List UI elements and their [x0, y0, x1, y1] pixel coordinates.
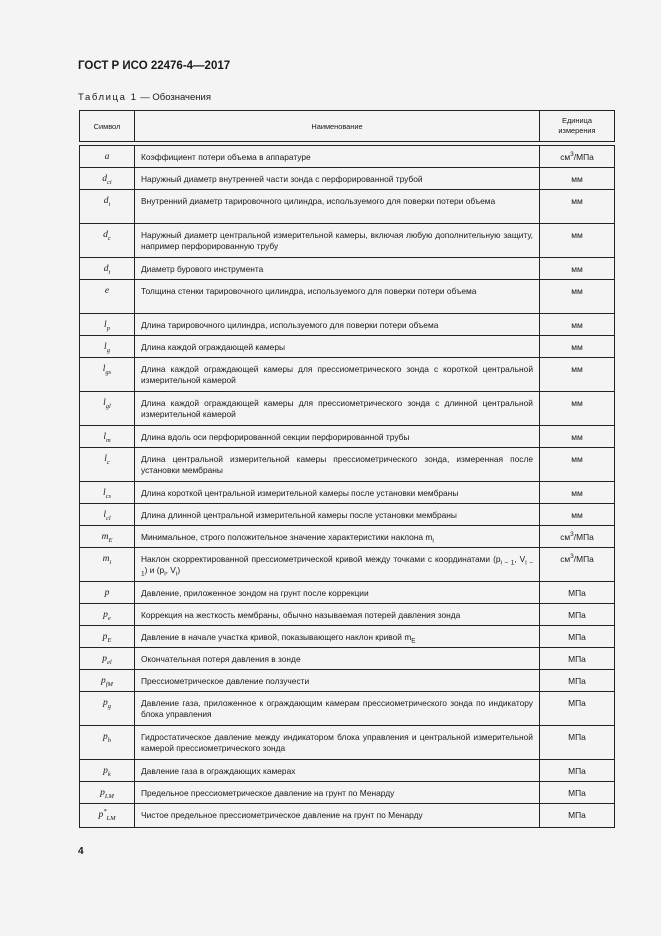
symbol-cell	[80, 168, 135, 190]
symbol-sub: LM	[106, 814, 116, 822]
name-cell	[135, 258, 540, 280]
unit-base: мм	[571, 286, 583, 296]
unit-cell	[540, 358, 615, 392]
unit-base: МПа	[568, 632, 586, 642]
unit-cell	[540, 146, 615, 168]
symbols-table	[79, 110, 615, 828]
symbol-base: p	[103, 732, 108, 742]
table-row	[80, 692, 615, 726]
symbol-cell	[80, 392, 135, 426]
row-name-text: Давление в начале участка кривой, показывающего наклон кривой m	[141, 632, 412, 642]
unit-base: мм	[571, 510, 583, 520]
symbol-base: l	[104, 342, 107, 352]
name-cell	[135, 504, 540, 526]
row-name-text: Чистое предельное прессиометрическое давление на грунт по Менарду	[141, 810, 423, 820]
name-cell	[135, 168, 540, 190]
header-unit	[540, 111, 615, 142]
row-name-text: Длина длинной центральной измерительной камеры после установки мембраны	[141, 510, 457, 520]
symbol-sub: c	[106, 458, 110, 466]
table-row	[80, 526, 615, 548]
symbol-sub: cl	[105, 514, 111, 522]
symbol-cell	[80, 448, 135, 482]
symbol-base: l	[103, 510, 106, 520]
table-body	[80, 146, 615, 828]
unit-base: мм	[571, 398, 583, 408]
table-row	[80, 760, 615, 782]
name-cell	[135, 336, 540, 358]
name-cell	[135, 314, 540, 336]
name-sub: i − 1	[500, 559, 515, 567]
unit-base: мм	[571, 264, 583, 274]
name-cell	[135, 190, 540, 224]
unit-sup: 3	[570, 531, 574, 539]
symbol-base: p	[101, 676, 106, 686]
unit-cell	[540, 448, 615, 482]
name-cell	[135, 760, 540, 782]
symbol-cell	[80, 548, 135, 582]
name-mid2: , V	[165, 565, 176, 575]
table-row	[80, 190, 615, 224]
name-mid: , V	[514, 554, 526, 564]
symbol-base: p	[103, 610, 108, 620]
name-cell	[135, 626, 540, 648]
row-name-text: Длина центральной измерительной камеры прессиометрического зонда, измеренная после установки мембраны	[141, 454, 533, 475]
unit-base: мм	[571, 230, 583, 240]
symbol-sub: LM	[104, 792, 114, 800]
symbol-sub: i	[109, 558, 112, 566]
table-row	[80, 782, 615, 804]
symbol-cell	[80, 258, 135, 280]
row-name-text: Длина короткой центральной измерительной камеры после установки мембраны	[141, 488, 459, 498]
unit-base: см	[560, 532, 571, 542]
header-unit-line2: измерения	[558, 126, 596, 135]
unit-cell	[540, 726, 615, 760]
row-name-text: Толщина стенки тарировочного цилиндра, используемого для поверки потери объема	[141, 286, 477, 296]
row-name-text: Коэффициент потери объема в аппаратуре	[141, 152, 311, 162]
symbol-sub: m	[105, 436, 111, 444]
symbol-sub: E	[107, 636, 112, 644]
symbol-cell	[80, 760, 135, 782]
unit-cell	[540, 692, 615, 726]
name-cell	[135, 482, 540, 504]
name-cell	[135, 392, 540, 426]
symbol-sub: e	[107, 614, 111, 622]
symbol-base: m	[102, 554, 110, 564]
unit-cell	[540, 426, 615, 448]
symbol-cell	[80, 804, 135, 828]
table-row	[80, 548, 615, 582]
unit-base: МПа	[568, 766, 586, 776]
header-name: Наименование	[135, 111, 540, 142]
name-cell	[135, 582, 540, 604]
symbol-base: l	[103, 432, 106, 442]
unit-rest: /МПа	[573, 554, 594, 564]
table-row	[80, 648, 615, 670]
name-cell	[135, 726, 540, 760]
row-name-text: Диаметр бурового инструмента	[141, 264, 264, 274]
symbol-base: d	[103, 230, 108, 240]
table-row	[80, 336, 615, 358]
table-row	[80, 358, 615, 392]
symbol-base: p	[103, 698, 108, 708]
unit-base: МПа	[568, 676, 586, 686]
name-sub4: i	[175, 570, 178, 578]
table-row	[80, 504, 615, 526]
unit-cell	[540, 314, 615, 336]
name-cell	[135, 648, 540, 670]
symbol-base: p	[104, 588, 110, 598]
unit-cell	[540, 670, 615, 692]
symbol-sub: i	[108, 200, 111, 208]
row-name-text: Предельное прессиометрическое давление на грунт по Менарду	[141, 788, 395, 798]
header-unit-line1: Единица	[562, 116, 592, 125]
table-row	[80, 604, 615, 626]
row-name-text: Длина каждой ограждающей камеры для прессиометрического зонда с короткой центральной измерительной камерой	[141, 364, 533, 385]
name-cell	[135, 670, 540, 692]
unit-cell	[540, 648, 615, 670]
symbol-base: a	[104, 152, 110, 162]
name-cell	[135, 692, 540, 726]
symbol-sub: g	[107, 702, 111, 710]
unit-rest: /МПа	[573, 152, 594, 162]
unit-cell	[540, 190, 615, 224]
name-cell	[135, 280, 540, 314]
symbol-base: p	[100, 788, 105, 798]
table-caption	[78, 92, 211, 103]
row-name-text: Прессиометрическое давление ползучести	[141, 676, 310, 686]
symbol-base: p	[102, 632, 108, 642]
symbol-sub: g	[106, 346, 110, 354]
header-symbol: Символ	[80, 111, 135, 142]
symbol-cell	[80, 726, 135, 760]
unit-base: МПа	[568, 654, 586, 664]
unit-cell	[540, 392, 615, 426]
row-name-text: Наружный диаметр центральной измерительной камеры, включая любую дополнительную защиту, например перфорированную трубу	[141, 230, 533, 251]
symbol-cell	[80, 626, 135, 648]
unit-cell	[540, 504, 615, 526]
row-name-text: Длина каждой ограждающей камеры	[141, 342, 286, 352]
row-name-text: Длина вдоль оси перфорированной секции перфорированной трубы	[141, 432, 410, 442]
symbol-cell	[80, 336, 135, 358]
symbol-sub: p	[106, 324, 110, 332]
symbol-sub: c	[107, 234, 111, 242]
symbol-base: e	[104, 286, 110, 296]
symbol-sub: t	[108, 268, 111, 276]
unit-sup: 3	[570, 553, 574, 561]
symbol-sub: E	[108, 536, 113, 544]
table-row	[80, 482, 615, 504]
name-cell	[135, 604, 540, 626]
name-cell	[135, 224, 540, 258]
symbol-cell	[80, 426, 135, 448]
name-cell	[135, 782, 540, 804]
symbol-cell	[80, 504, 135, 526]
symbol-cell	[80, 314, 135, 336]
symbol-cell	[80, 582, 135, 604]
unit-cell	[540, 224, 615, 258]
unit-base: мм	[571, 454, 583, 464]
table-row	[80, 314, 615, 336]
page-number: 4	[78, 846, 84, 857]
symbol-sub: cs	[105, 492, 112, 500]
table-row	[80, 448, 615, 482]
symbol-cell	[80, 692, 135, 726]
unit-cell	[540, 760, 615, 782]
unit-base: МПа	[568, 610, 586, 620]
row-name-text: Наружный диаметр внутренней части зонда с перфорированной трубой	[141, 174, 423, 184]
row-name-text: Длина каждой ограждающей камеры для прессиометрического зонда с длинной центральной измерительной камерой	[141, 398, 533, 419]
unit-base: МПа	[568, 588, 586, 598]
unit-base: мм	[571, 174, 583, 184]
row-name-text: Давление газа, приложенное к ограждающим камерам прессиометрического зонда по индикатору блока управления	[141, 698, 533, 719]
unit-base: МПа	[568, 788, 586, 798]
unit-base: мм	[571, 196, 583, 206]
unit-cell	[540, 604, 615, 626]
unit-cell	[540, 582, 615, 604]
symbol-sub: fM	[105, 680, 113, 688]
symbol-base: p	[98, 810, 104, 820]
symbol-base: d	[103, 196, 109, 206]
symbol-cell	[80, 782, 135, 804]
symbol-sub: el	[107, 658, 112, 666]
row-name-text: Наклон скорректированной прессиометрической кривой между точками с координатами (p	[141, 554, 501, 564]
symbol-cell	[80, 670, 135, 692]
unit-base: МПа	[568, 698, 586, 708]
symbol-base: l	[104, 454, 107, 464]
symbol-base: l	[102, 364, 106, 374]
symbol-base: d	[103, 264, 109, 274]
name-sub3: i	[164, 570, 166, 578]
unit-base: мм	[571, 432, 583, 442]
unit-base: мм	[571, 320, 583, 330]
row-name-text: Длина тарировочного цилиндра, используемого для поверки потери объема	[141, 320, 439, 330]
unit-cell	[540, 280, 615, 314]
row-name-text: Минимальное, строго положительное значение характеристики наклона m	[141, 532, 433, 542]
symbol-cell	[80, 190, 135, 224]
unit-base: МПа	[568, 810, 586, 820]
name-cell	[135, 548, 540, 582]
symbol-sub: h	[107, 736, 111, 744]
caption-text: — Обозначения	[137, 92, 211, 103]
symbol-cell	[80, 482, 135, 504]
symbol-cell	[80, 224, 135, 258]
unit-base: мм	[571, 342, 583, 352]
unit-cell	[540, 804, 615, 828]
symbol-cell	[80, 526, 135, 548]
table-row	[80, 804, 615, 828]
unit-cell	[540, 258, 615, 280]
name-cell	[135, 358, 540, 392]
name-cell	[135, 526, 540, 548]
row-name-text: Давление газа в ограждающих камерах	[141, 766, 296, 776]
name-sub: i	[432, 537, 434, 545]
symbol-sup: *	[103, 807, 107, 815]
caption-label: Таблица 1	[78, 92, 138, 103]
symbol-base: l	[102, 488, 106, 498]
name-end: )	[177, 565, 181, 575]
unit-cell	[540, 526, 615, 548]
symbol-base: l	[103, 398, 106, 408]
symbol-sub: k	[107, 770, 111, 778]
name-cell	[135, 146, 540, 168]
unit-cell	[540, 782, 615, 804]
row-name-text: Давление, приложенное зондом на грунт после коррекции	[141, 588, 369, 598]
table-row	[80, 168, 615, 190]
unit-base: мм	[571, 364, 583, 374]
name-cell	[135, 426, 540, 448]
unit-base: см	[560, 152, 571, 162]
unit-cell	[540, 482, 615, 504]
document-title: ГОСТ Р ИСО 22476-4—2017	[78, 60, 231, 72]
name-cell	[135, 448, 540, 482]
table-row	[80, 258, 615, 280]
row-name-text: Окончательная потеря давления в зонде	[141, 654, 301, 664]
unit-cell	[540, 626, 615, 648]
name-tail: ) и (p	[144, 565, 165, 575]
unit-sup: 3	[570, 151, 574, 159]
symbol-cell	[80, 146, 135, 168]
symbol-base: m	[101, 532, 109, 542]
symbol-cell	[80, 280, 135, 314]
unit-rest: /МПа	[573, 532, 594, 542]
table-row	[80, 280, 615, 314]
unit-cell	[540, 168, 615, 190]
symbol-base: p	[103, 766, 108, 776]
row-name-text: Гидростатическое давление между индикатором блока управления и центральной измерительной камерой прессиометрического зонда	[141, 732, 533, 753]
name-cell	[135, 804, 540, 828]
row-name-text: Внутренний диаметр тарировочного цилиндра, используемого для поверки потери объема	[141, 196, 496, 206]
symbol-base: p	[102, 654, 108, 664]
symbol-base: l	[104, 320, 107, 330]
symbol-cell	[80, 358, 135, 392]
table-row	[80, 726, 615, 760]
name-sub: E	[411, 637, 416, 645]
table-row	[80, 146, 615, 168]
symbol-sub: gs	[105, 368, 112, 376]
unit-base: мм	[571, 488, 583, 498]
unit-cell	[540, 336, 615, 358]
table-row	[80, 670, 615, 692]
symbol-base: d	[102, 174, 108, 184]
table-header-row	[80, 111, 615, 142]
row-name-text: Коррекция на жесткость мембраны, обычно называемая потерей давления зонда	[141, 610, 461, 620]
unit-base: МПа	[568, 732, 586, 742]
symbol-cell	[80, 604, 135, 626]
table-row	[80, 582, 615, 604]
table-row	[80, 392, 615, 426]
table-row	[80, 426, 615, 448]
unit-base: см	[560, 554, 571, 564]
symbol-cell	[80, 648, 135, 670]
table-row	[80, 224, 615, 258]
name-sub2: i − 1	[141, 559, 533, 578]
symbol-sub: gl	[105, 402, 111, 410]
table-row	[80, 626, 615, 648]
symbol-sub: ci	[107, 178, 112, 186]
unit-cell	[540, 548, 615, 582]
